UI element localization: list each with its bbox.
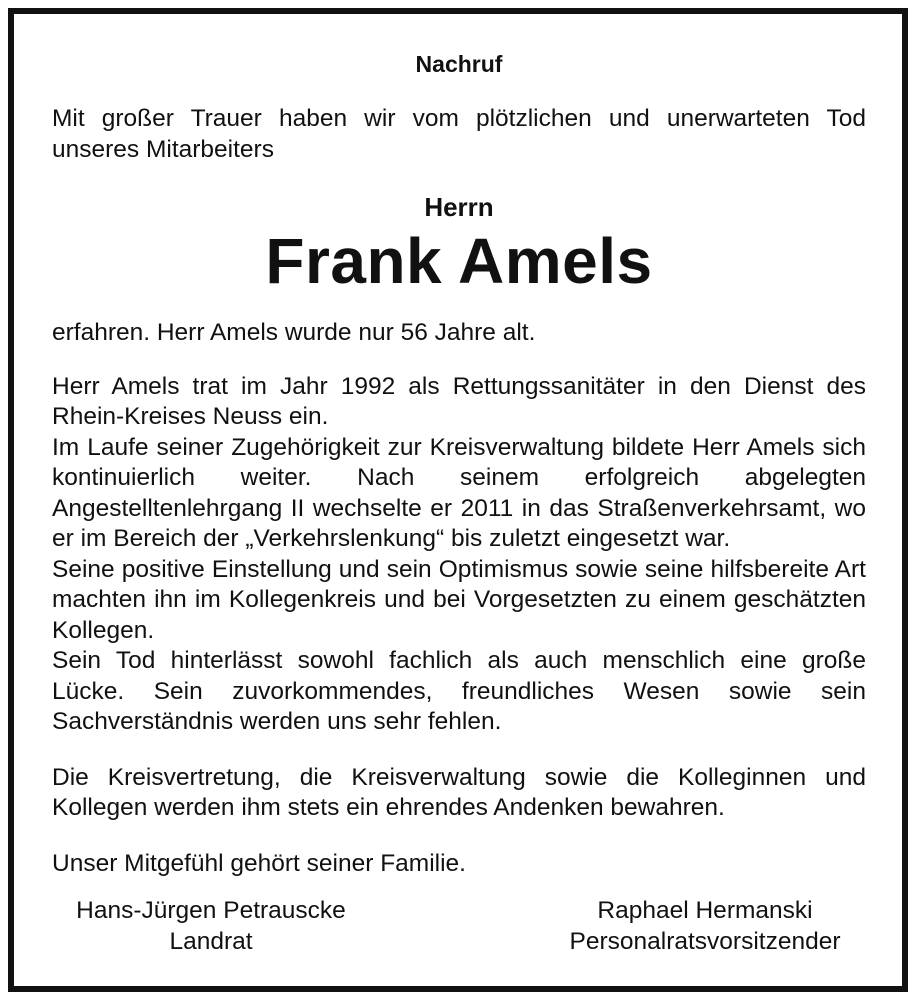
notice-heading: Nachruf bbox=[415, 51, 503, 77]
salutation: Herrn bbox=[424, 192, 494, 222]
career-paragraph-1: Herr Amels trat im Jahr 1992 als Rettungssanitäter in den Dienst des Rhein-Kreises Neuss ein. bbox=[52, 372, 866, 430]
signature-block bbox=[52, 895, 866, 961]
signatory-landrat bbox=[52, 895, 370, 957]
signatory-title: Landrat bbox=[169, 928, 253, 955]
obituary-notice bbox=[52, 48, 866, 879]
signatory-title: Personalratsvorsitzender bbox=[569, 928, 841, 955]
sympathy-line: Unser Mitgefühl gehört seiner Familie. bbox=[52, 849, 466, 877]
signatory-name: Raphael Hermanski bbox=[597, 897, 813, 924]
career-paragraph-4: Sein Tod hinterlässt sowohl fachlich als auch menschlich eine große Lücke. Sein zuvorkommendes, freundliches Wesen sowie sein Sachverständnis werden uns sehr fehlen. bbox=[52, 647, 866, 735]
deceased-name: Frank Amels bbox=[265, 225, 653, 297]
signatory-name: Hans-Jürgen Petrauscke bbox=[76, 897, 346, 924]
closing-paragraph: Die Kreisvertretung, die Kreisverwaltung sowie die Kolleginnen und Kollegen werden ihm stets ein ehrendes Andenken bewahren. bbox=[52, 763, 866, 821]
career-section bbox=[52, 372, 866, 738]
signatory-personalrat bbox=[544, 895, 866, 957]
career-paragraph-3: Seine positive Einstellung und sein Optimismus sowie seine hilfsbereite Art machten ihn im Kollegenkreis und bei Vorgesetzten zu einem geschätzten Kollegen. bbox=[52, 555, 866, 644]
intro-paragraph: Mit großer Trauer haben wir vom plötzlichen und unerwarteten Tod unseres Mitarbeiters bbox=[52, 105, 866, 163]
career-paragraph-2: Im Laufe seiner Zugehörigkeit zur Kreisverwaltung bildete Herr Amels sich kontinuierlich weiter. Nach seinem erfolgreich abgelegten Angestelltenlehrgang II wechselte er 2011 in das Straßenverkehrsamt, wo er im Bereich der „Verkehrslenkung“ bis zuletzt eingesetzt war. bbox=[52, 433, 866, 552]
age-paragraph: erfahren. Herr Amels wurde nur 56 Jahre alt. bbox=[52, 319, 536, 346]
